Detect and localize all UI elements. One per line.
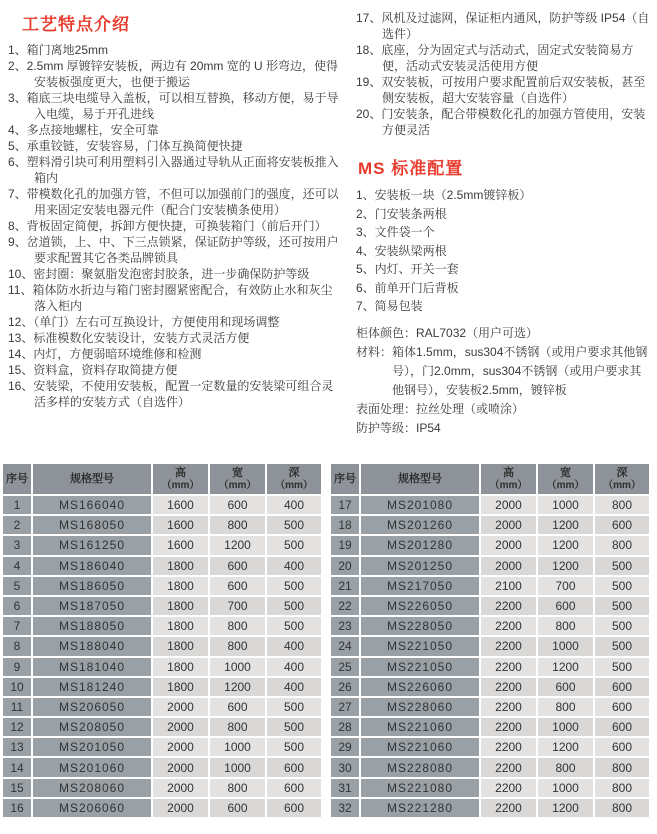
ms-config-item: 7、简易包装 bbox=[356, 299, 423, 313]
height-cell: 2200 bbox=[481, 738, 536, 756]
spec-line bbox=[356, 400, 653, 419]
feature-item: 12、（单门）左右可互换设计，方便使用和现场调整 bbox=[8, 315, 280, 329]
ms-config-item: 5、内灯、开关一套 bbox=[356, 262, 459, 276]
column-header bbox=[210, 464, 265, 494]
spec-label: 表面处理： bbox=[356, 401, 417, 416]
spec-table-right bbox=[329, 462, 651, 819]
width-cell: 1000 bbox=[538, 718, 593, 736]
table-row bbox=[3, 577, 321, 595]
spec-label: 防护等级： bbox=[356, 420, 417, 435]
feature-item: 8、背板固定简便，拆卸方便快捷，可换装箱门（前后开门） bbox=[8, 219, 327, 233]
row-index-cell: 5 bbox=[3, 577, 31, 595]
spec-table-left bbox=[1, 462, 323, 819]
depth-cell: 800 bbox=[595, 496, 649, 514]
table-row bbox=[331, 496, 649, 514]
row-index-cell: 27 bbox=[331, 698, 359, 716]
ms-config-title: MS 标准配置 bbox=[358, 159, 464, 178]
row-index-cell: 12 bbox=[3, 718, 31, 736]
row-index-cell: 13 bbox=[3, 738, 31, 756]
row-index-cell: 14 bbox=[3, 758, 31, 776]
column-header-unit: （mm） bbox=[218, 479, 257, 491]
table-row bbox=[3, 738, 321, 756]
row-index-cell: 17 bbox=[331, 496, 359, 514]
model-cell: MS201280 bbox=[361, 536, 479, 554]
column-header-label: 深 bbox=[288, 466, 300, 479]
feature-item: 18、底座，分为固定式与活动式，固定式安装简易方便，活动式安装灵活使用方便 bbox=[356, 43, 634, 73]
column-header-label: 宽 bbox=[560, 466, 571, 479]
model-cell: MS186040 bbox=[33, 557, 151, 575]
row-index-cell: 3 bbox=[3, 536, 31, 554]
height-cell: 1800 bbox=[153, 557, 208, 575]
ms-config-item: 6、前单开门后背板 bbox=[356, 280, 459, 295]
model-cell: MS228080 bbox=[361, 758, 479, 776]
height-cell: 2200 bbox=[481, 779, 536, 797]
column-header-label: 深 bbox=[616, 466, 628, 479]
model-cell: MS206060 bbox=[33, 799, 151, 817]
ms-config-list bbox=[356, 186, 653, 316]
ms-config-item: 3、文件袋一个 bbox=[356, 225, 435, 239]
features-list-continued bbox=[356, 10, 653, 138]
width-cell: 1200 bbox=[210, 536, 265, 554]
table-row bbox=[3, 678, 321, 696]
height-cell: 1800 bbox=[153, 577, 208, 595]
height-cell: 1800 bbox=[153, 637, 208, 655]
depth-cell: 500 bbox=[595, 637, 649, 655]
model-cell: MS188040 bbox=[33, 637, 151, 655]
depth-cell: 400 bbox=[267, 496, 321, 514]
table-row bbox=[331, 617, 649, 635]
depth-cell: 500 bbox=[595, 577, 649, 595]
row-index-cell: 32 bbox=[331, 799, 359, 817]
row-index-cell: 16 bbox=[3, 799, 31, 817]
width-cell: 1200 bbox=[538, 799, 593, 817]
model-cell: MS201260 bbox=[361, 516, 479, 534]
model-cell: MS201060 bbox=[33, 758, 151, 776]
spec-line bbox=[356, 343, 653, 400]
column-header-unit: （mm） bbox=[161, 479, 200, 491]
height-cell: 2200 bbox=[481, 597, 536, 615]
depth-cell: 800 bbox=[595, 758, 649, 776]
row-index-cell: 28 bbox=[331, 718, 359, 736]
table-row bbox=[331, 637, 649, 655]
height-cell: 2200 bbox=[481, 637, 536, 655]
depth-cell: 600 bbox=[595, 516, 649, 534]
depth-cell: 800 bbox=[595, 799, 649, 817]
width-cell: 1000 bbox=[538, 637, 593, 655]
column-header bbox=[481, 464, 536, 494]
width-cell: 700 bbox=[210, 597, 265, 615]
width-cell: 800 bbox=[538, 698, 593, 716]
spec-value: RAL7032（用户可选） bbox=[416, 325, 539, 340]
table-row bbox=[331, 557, 649, 575]
feature-item: 2、2.5mm 厚镀锌安装板，两边有 20mm 宽的 U 形弯边，使得安装板强度更大，也便于搬运 bbox=[8, 59, 339, 89]
width-cell: 1000 bbox=[210, 758, 265, 776]
row-index-cell: 6 bbox=[3, 597, 31, 615]
feature-item: 3、箱底三块电缆导入盖板，可以相互替换，移动方便，易于导入电缆，易于开孔进线 bbox=[8, 91, 339, 121]
column-header bbox=[267, 464, 321, 494]
feature-item: 9、岔道锁，上、中、下三点锁紧，保证防护等级，还可按用户要求配置其它各类品牌锁具 bbox=[8, 235, 339, 265]
column-header-unit: （mm） bbox=[603, 479, 641, 491]
width-cell: 1200 bbox=[538, 557, 593, 575]
column-header bbox=[538, 464, 593, 494]
depth-cell: 500 bbox=[595, 617, 649, 635]
depth-cell: 600 bbox=[595, 738, 649, 756]
model-cell: MS188050 bbox=[33, 617, 151, 635]
height-cell: 1600 bbox=[153, 516, 208, 534]
depth-cell: 400 bbox=[267, 637, 321, 655]
feature-item: 1、箱门离地25mm bbox=[8, 43, 109, 57]
feature-item: 7、带模数化孔的加强方管，不但可以加强前门的强度，还可以用来固定安装电器元件（配合门安装横条使用） bbox=[8, 187, 339, 217]
table-row bbox=[3, 658, 321, 676]
height-cell: 2000 bbox=[153, 698, 208, 716]
table-row bbox=[331, 718, 649, 736]
table-row bbox=[331, 678, 649, 696]
column-header-label: 序号 bbox=[334, 473, 356, 485]
depth-cell: 500 bbox=[267, 516, 321, 534]
depth-cell: 500 bbox=[267, 536, 321, 554]
model-cell: MS201080 bbox=[361, 496, 479, 514]
height-cell: 1600 bbox=[153, 496, 208, 514]
column-header-label: 规格型号 bbox=[70, 473, 114, 485]
table-row bbox=[331, 516, 649, 534]
row-index-cell: 19 bbox=[331, 536, 359, 554]
model-cell: MS226060 bbox=[361, 678, 479, 696]
model-cell: MS221050 bbox=[361, 658, 479, 676]
height-cell: 2200 bbox=[481, 718, 536, 736]
feature-item: 5、承重铰链，安装容易，门体互换简便快捷 bbox=[8, 139, 243, 153]
row-index-cell: 8 bbox=[3, 637, 31, 655]
width-cell: 600 bbox=[538, 597, 593, 615]
width-cell: 800 bbox=[210, 779, 265, 797]
spec-value: 拉丝处理（或喷涂） bbox=[416, 401, 525, 416]
ms-config-item: 2、门安装条两根 bbox=[356, 206, 447, 221]
spec-line bbox=[356, 324, 653, 343]
table-row bbox=[3, 536, 321, 554]
depth-cell: 800 bbox=[595, 536, 649, 554]
feature-item: 13、标准模数化安装设计，安装方式灵活方便 bbox=[8, 331, 250, 345]
row-index-cell: 18 bbox=[331, 516, 359, 534]
model-cell: MS181040 bbox=[33, 658, 151, 676]
column-header bbox=[153, 464, 208, 494]
spec-block bbox=[356, 324, 653, 438]
table-row bbox=[331, 597, 649, 615]
depth-cell: 600 bbox=[267, 799, 321, 817]
row-index-cell: 7 bbox=[3, 617, 31, 635]
model-cell: MS228050 bbox=[361, 617, 479, 635]
row-index-cell: 29 bbox=[331, 738, 359, 756]
row-index-cell: 4 bbox=[3, 557, 31, 575]
model-cell: MS181240 bbox=[33, 678, 151, 696]
table-row bbox=[3, 758, 321, 776]
height-cell: 2200 bbox=[481, 799, 536, 817]
width-cell: 1200 bbox=[538, 658, 593, 676]
height-cell: 1600 bbox=[153, 536, 208, 554]
row-index-cell: 21 bbox=[331, 577, 359, 595]
depth-cell: 500 bbox=[595, 597, 649, 615]
feature-item: 17、风机及过滤网，保证柜内通风，防护等级 IP54（自选件） bbox=[356, 11, 650, 41]
spec-label: 柜体颜色： bbox=[356, 325, 417, 340]
row-index-cell: 9 bbox=[3, 658, 31, 676]
feature-item: 16、安装梁，不使用安装板，配置一定数量的安装梁可组合灵活多样的安装方式（自选件） bbox=[8, 379, 334, 409]
table-row bbox=[331, 738, 649, 756]
table-row bbox=[3, 516, 321, 534]
model-cell: MS201050 bbox=[33, 738, 151, 756]
table-row bbox=[3, 779, 321, 797]
column-header bbox=[33, 464, 151, 494]
feature-item: 15、资料盒，资料存取简捷方便 bbox=[8, 363, 178, 377]
depth-cell: 500 bbox=[267, 698, 321, 716]
row-index-cell: 11 bbox=[3, 698, 31, 716]
table-row bbox=[3, 617, 321, 635]
model-cell: MS221060 bbox=[361, 718, 479, 736]
feature-item: 14、内灯，方便弱暗环境维修和检测 bbox=[8, 347, 202, 361]
height-cell: 2200 bbox=[481, 658, 536, 676]
width-cell: 1200 bbox=[210, 678, 265, 696]
spec-value: IP54 bbox=[416, 420, 441, 435]
depth-cell: 600 bbox=[595, 698, 649, 716]
table-row bbox=[331, 779, 649, 797]
column-header-label: 规格型号 bbox=[398, 473, 442, 485]
model-cell: MS221050 bbox=[361, 637, 479, 655]
width-cell: 700 bbox=[538, 577, 593, 595]
table-row bbox=[3, 597, 321, 615]
depth-cell: 400 bbox=[267, 678, 321, 696]
model-cell: MS208060 bbox=[33, 779, 151, 797]
height-cell: 2200 bbox=[481, 678, 536, 696]
height-cell: 2000 bbox=[153, 779, 208, 797]
width-cell: 1000 bbox=[538, 496, 593, 514]
depth-cell: 500 bbox=[267, 738, 321, 756]
spec-label: 材料： bbox=[356, 344, 393, 359]
column-header-label: 序号 bbox=[6, 473, 28, 485]
column-header bbox=[331, 464, 359, 494]
config-column bbox=[356, 6, 653, 462]
feature-item: 11、箱体防水折边与箱门密封圈紧密配合，有效防止水和灰尘落入柜内 bbox=[8, 283, 333, 313]
width-cell: 1200 bbox=[538, 516, 593, 534]
depth-cell: 600 bbox=[267, 779, 321, 797]
row-index-cell: 20 bbox=[331, 557, 359, 575]
column-header bbox=[595, 464, 649, 494]
height-cell: 2000 bbox=[481, 557, 536, 575]
depth-cell: 500 bbox=[595, 658, 649, 676]
model-cell: MS166040 bbox=[33, 496, 151, 514]
height-cell: 2000 bbox=[153, 799, 208, 817]
model-cell: MS168050 bbox=[33, 516, 151, 534]
depth-cell: 500 bbox=[267, 577, 321, 595]
row-index-cell: 15 bbox=[3, 779, 31, 797]
depth-cell: 500 bbox=[267, 718, 321, 736]
width-cell: 1200 bbox=[538, 536, 593, 554]
model-cell: MS161250 bbox=[33, 536, 151, 554]
table-row bbox=[331, 577, 649, 595]
table-header-row bbox=[331, 464, 649, 494]
table-row bbox=[3, 718, 321, 736]
model-cell: MS221060 bbox=[361, 738, 479, 756]
depth-cell: 600 bbox=[595, 678, 649, 696]
row-index-cell: 31 bbox=[331, 779, 359, 797]
feature-item: 4、多点接地螺柱，安全可靠 bbox=[8, 123, 159, 137]
model-cell: MS221080 bbox=[361, 779, 479, 797]
model-cell: MS187050 bbox=[33, 597, 151, 615]
depth-cell: 400 bbox=[267, 557, 321, 575]
height-cell: 2200 bbox=[481, 698, 536, 716]
column-header-label: 宽 bbox=[232, 466, 243, 479]
depth-cell: 400 bbox=[267, 658, 321, 676]
row-index-cell: 30 bbox=[331, 758, 359, 776]
column-header-unit: （mm） bbox=[489, 479, 528, 491]
feature-item: 6、塑料滑引块可利用塑料引入器通过导轨从正面将安装板推入箱内 bbox=[8, 155, 339, 185]
model-cell: MS206050 bbox=[33, 698, 151, 716]
column-header-label: 高 bbox=[503, 466, 514, 479]
spec-tables bbox=[0, 462, 657, 819]
height-cell: 2000 bbox=[481, 536, 536, 554]
column-header-unit: （mm） bbox=[546, 479, 585, 491]
table-row bbox=[3, 637, 321, 655]
feature-item: 20、门安装条，配合带模数化孔的加强方管使用，安装方便灵活 bbox=[356, 107, 646, 137]
width-cell: 1000 bbox=[210, 738, 265, 756]
height-cell: 2000 bbox=[481, 516, 536, 534]
depth-cell: 500 bbox=[267, 597, 321, 615]
column-header-unit: （mm） bbox=[275, 479, 313, 491]
table-row bbox=[3, 557, 321, 575]
width-cell: 600 bbox=[210, 557, 265, 575]
feature-item: 19、双安装板，可按用户要求配置前后双安装板，甚至侧安装板，超大安装容量（自选件） bbox=[356, 75, 646, 105]
depth-cell: 600 bbox=[267, 758, 321, 776]
width-cell: 1000 bbox=[538, 779, 593, 797]
width-cell: 800 bbox=[538, 758, 593, 776]
height-cell: 2200 bbox=[481, 617, 536, 635]
depth-cell: 800 bbox=[595, 779, 649, 797]
height-cell: 2200 bbox=[481, 758, 536, 776]
row-index-cell: 23 bbox=[331, 617, 359, 635]
row-index-cell: 10 bbox=[3, 678, 31, 696]
width-cell: 600 bbox=[210, 496, 265, 514]
depth-cell: 600 bbox=[595, 718, 649, 736]
width-cell: 800 bbox=[210, 617, 265, 635]
width-cell: 600 bbox=[210, 577, 265, 595]
table-header-row bbox=[3, 464, 321, 494]
table-row bbox=[3, 496, 321, 514]
model-cell: MS228060 bbox=[361, 698, 479, 716]
model-cell: MS186050 bbox=[33, 577, 151, 595]
column-header bbox=[3, 464, 31, 494]
width-cell: 800 bbox=[210, 637, 265, 655]
features-column bbox=[8, 6, 340, 462]
model-cell: MS217050 bbox=[361, 577, 479, 595]
height-cell: 2000 bbox=[153, 758, 208, 776]
table-row bbox=[331, 698, 649, 716]
table-row bbox=[331, 758, 649, 776]
spec-value: 箱体1.5mm，sus304不锈钢（或用户要求其他钢号），门2.0mm，sus304不锈钢（或用户要求其他钢号），安装板2.5mm，镀锌板 bbox=[392, 344, 648, 397]
table-row bbox=[3, 698, 321, 716]
height-cell: 1800 bbox=[153, 617, 208, 635]
width-cell: 800 bbox=[210, 516, 265, 534]
ms-config-item: 4、安装纵梁两根 bbox=[356, 243, 447, 258]
height-cell: 2000 bbox=[153, 738, 208, 756]
model-cell: MS208050 bbox=[33, 718, 151, 736]
ms-config-item: 1、安装板一块（2.5mm镀锌板） bbox=[356, 188, 532, 202]
height-cell: 2100 bbox=[481, 577, 536, 595]
model-cell: MS221280 bbox=[361, 799, 479, 817]
height-cell: 1800 bbox=[153, 597, 208, 615]
row-index-cell: 2 bbox=[3, 516, 31, 534]
row-index-cell: 26 bbox=[331, 678, 359, 696]
width-cell: 600 bbox=[538, 678, 593, 696]
table-row bbox=[331, 799, 649, 817]
width-cell: 600 bbox=[210, 698, 265, 716]
height-cell: 1800 bbox=[153, 678, 208, 696]
width-cell: 800 bbox=[210, 718, 265, 736]
depth-cell: 500 bbox=[267, 617, 321, 635]
column-header bbox=[361, 464, 479, 494]
table-row bbox=[331, 536, 649, 554]
features-list bbox=[8, 42, 340, 410]
width-cell: 800 bbox=[538, 617, 593, 635]
height-cell: 2000 bbox=[481, 496, 536, 514]
depth-cell: 500 bbox=[595, 557, 649, 575]
row-index-cell: 22 bbox=[331, 597, 359, 615]
height-cell: 1800 bbox=[153, 658, 208, 676]
width-cell: 600 bbox=[210, 799, 265, 817]
row-index-cell: 1 bbox=[3, 496, 31, 514]
table-row bbox=[331, 658, 649, 676]
spec-line bbox=[356, 419, 653, 438]
column-header-label: 高 bbox=[175, 466, 186, 479]
model-cell: MS226050 bbox=[361, 597, 479, 615]
width-cell: 1000 bbox=[210, 658, 265, 676]
row-index-cell: 25 bbox=[331, 658, 359, 676]
table-row bbox=[3, 799, 321, 817]
width-cell: 1200 bbox=[538, 738, 593, 756]
features-title: 工艺特点介绍 bbox=[22, 15, 130, 34]
model-cell: MS201250 bbox=[361, 557, 479, 575]
row-index-cell: 24 bbox=[331, 637, 359, 655]
feature-item: 10、密封圈：聚氨脂发泡密封胶条，进一步确保防护等级 bbox=[8, 267, 310, 281]
height-cell: 2000 bbox=[153, 718, 208, 736]
